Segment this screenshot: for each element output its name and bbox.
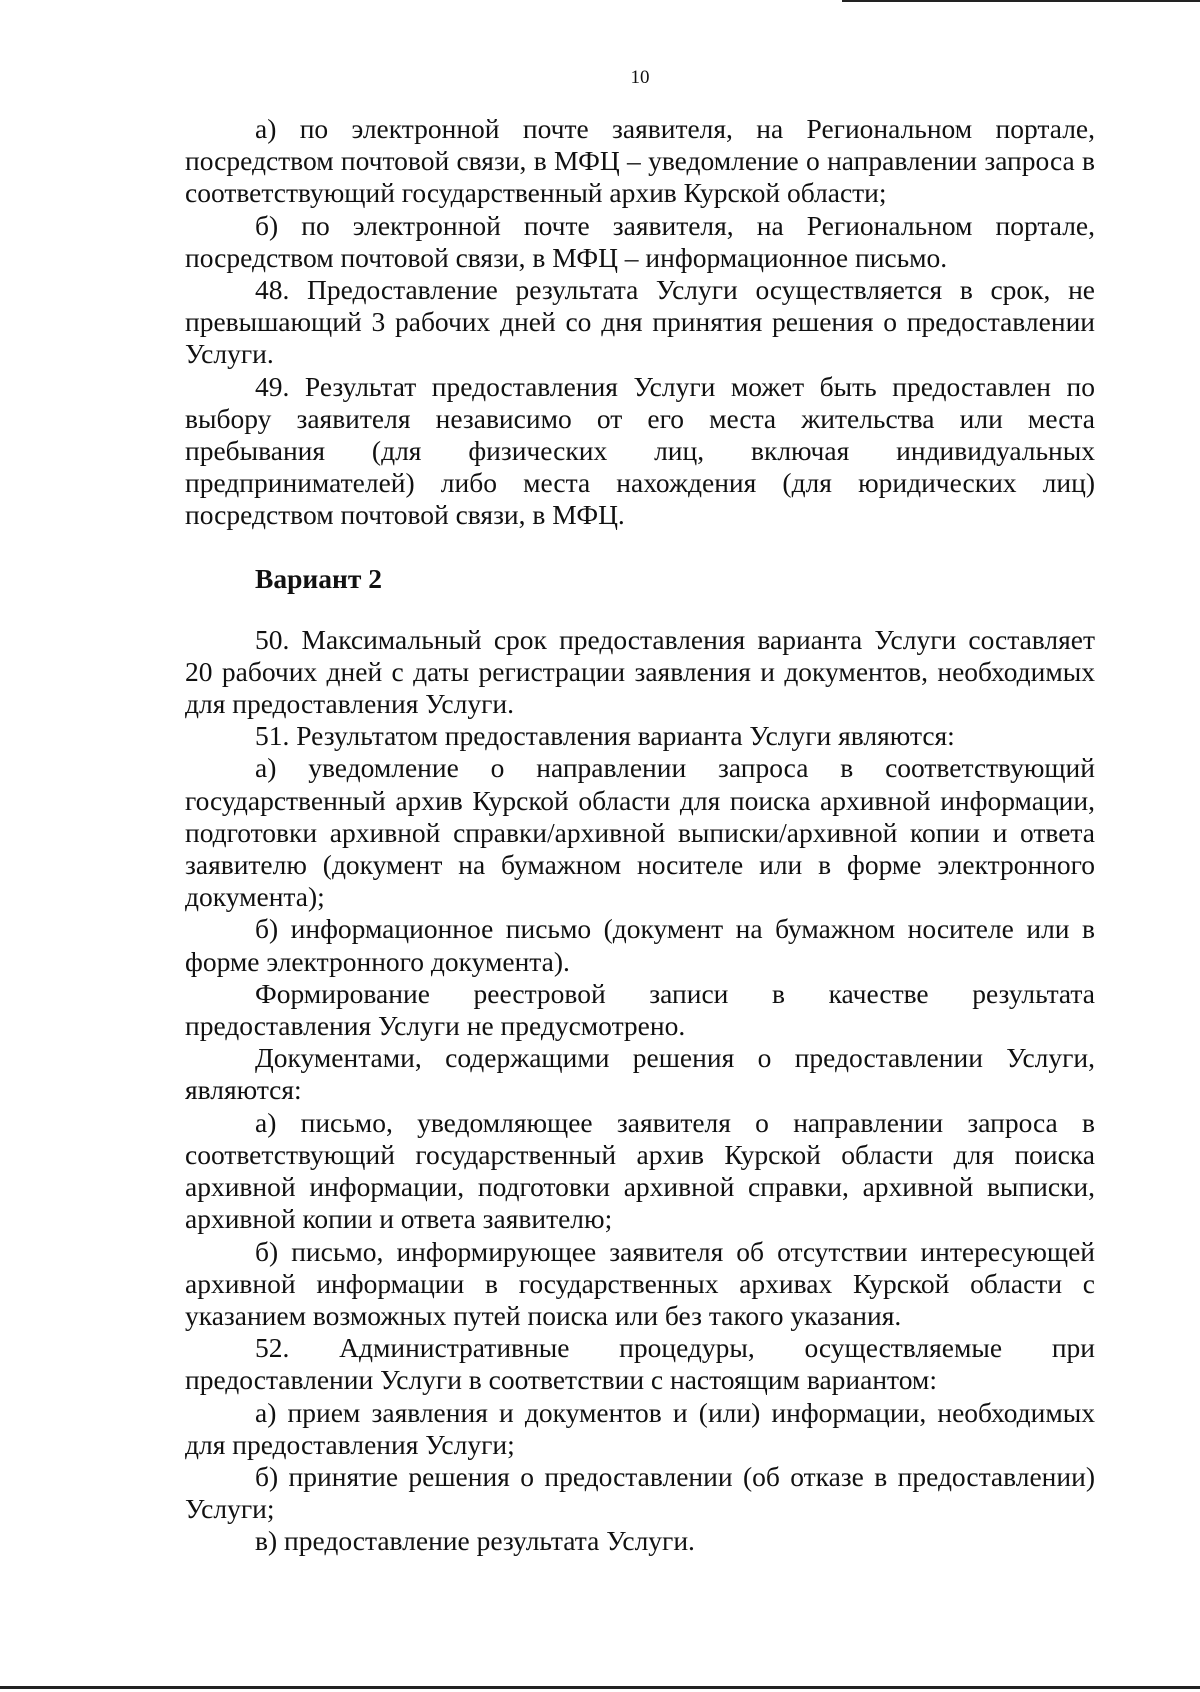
paragraph-51-a: а) уведомление о направлении запроса в соответствующий государственный архив Курской области для поиска архивной информации, подготовки архивной справки/архивной выписки/архивной копии и ответа заявителю (документ на бумажном носителе или в форме электронного документа);	[185, 752, 1095, 913]
paragraph-52-a: а) прием заявления и документов и (или) информации, необходимых для предоставления Услуги;	[185, 1396, 1095, 1460]
paragraph-52: 52. Административные процедуры, осуществляемые при предоставлении Услуги в соответствии с настоящим вариантом:	[185, 1332, 1095, 1396]
paragraph-decision-documents: Документами, содержащими решения о предоставлении Услуги, являются:	[185, 1042, 1095, 1106]
paragraph-51: 51. Результатом предоставления варианта Услуги являются:	[255, 720, 955, 752]
page-number: 10	[630, 67, 650, 88]
paragraph-50: 50. Максимальный срок предоставления варианта Услуги составляет 20 рабочих дней с даты регистрации заявления и документов, необходимых для предоставления Услуги.	[185, 623, 1095, 720]
paragraph-registry-record: Формирование реестровой записи в качестве результата предоставления Услуги не предусмотрено.	[185, 977, 1095, 1042]
paragraph-52-c: в) предоставление результата Услуги.	[255, 1525, 695, 1557]
paragraph-decision-a: а) письмо, уведомляющее заявителя о направлении запроса в соответствующий государственный архив Курской области для поиска архивной информации, подготовки архивной справки, архивной выписки, архивной копии и ответа заявителю;	[185, 1106, 1095, 1235]
paragraph-decision-b: б) письмо, информирующее заявителя об отсутствии интересующей архивной информации в государственных архивах Курской области с указанием возможных путей поиска или без такого указания.	[185, 1235, 1095, 1331]
document-body	[185, 113, 1095, 1558]
paragraph-52-b: б) принятие решения о предоставлении (об отказе в предоставлении) Услуги;	[185, 1460, 1095, 1525]
scan-edge-bottom	[0, 1686, 1200, 1689]
scan-edge-top	[842, 0, 1200, 2]
paragraph-48: 48. Предоставление результата Услуги осуществляется в срок, не превышающий 3 рабочих дней со дня принятия решения о предоставлении Услуги.	[185, 274, 1095, 370]
paragraph-notice-email: а) по электронной почте заявителя, на Региональном портале, посредством почтовой связи, в МФЦ – уведомление о направлении запроса в соответствующий государственный архив Курской области;	[185, 113, 1095, 209]
paragraph-49: 49. Результат предоставления Услуги может быть предоставлен по выбору заявителя независимо от его места жительства или места пребывания (для физических лиц, включая индивидуальных предпринимателей) либо места нахождения (для юридических лиц) посредством почтовой связи, в МФЦ.	[185, 370, 1095, 531]
paragraph-info-letter-email: б) по электронной почте заявителя, на Региональном портале, посредством почтовой связи, в МФЦ – информационное письмо.	[185, 209, 1095, 273]
section-heading: Вариант 2	[255, 562, 382, 594]
paragraph-51-b: б) информационное письмо (документ на бумажном носителе или в форме электронного документа).	[185, 913, 1095, 977]
